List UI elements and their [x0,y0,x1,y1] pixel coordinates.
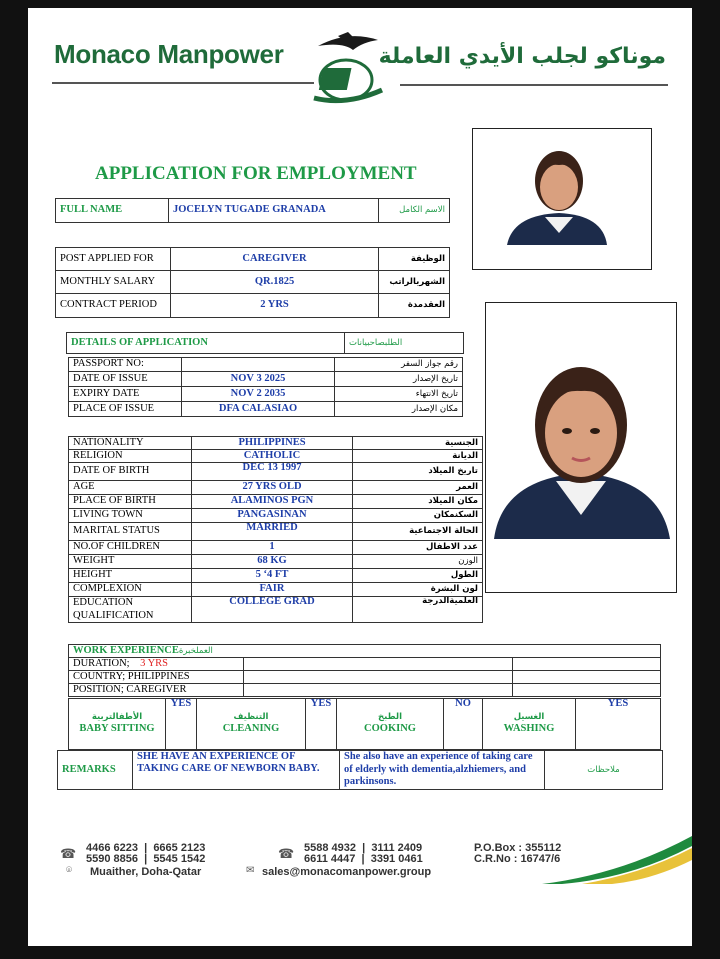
applicant-photo-small [473,129,651,269]
education-label-ar: العلميةالدرجة [353,597,483,623]
photo-large-frame [485,302,677,593]
weight-label-ar: الوزن [353,555,483,569]
marital-value: MARRIED [192,523,353,541]
skill-baby-sitting [69,699,166,750]
skill-cooking-ar: الطبخ [378,712,402,723]
pob-label-ar: مكان الميلاد [353,495,483,509]
position-cell: POSITION; CAREGIVER [69,684,244,697]
full-name-table [55,198,450,223]
pob-label: PLACE OF BIRTH [69,495,192,509]
town-label: LIVING TOWN [69,509,192,523]
work-header: WORK EXPERIENCE [73,644,179,656]
header-divider-right [400,84,668,86]
photo-small-frame [472,128,652,270]
duration-label: DURATION; [73,657,130,669]
application-form [28,8,692,946]
skill-cleaning-answer: YES [306,699,337,750]
post-label-ar: الوظيفة [379,248,450,271]
town-label-ar: السكنمكان [353,509,483,523]
application-table [68,357,463,417]
skill-cleaning [197,699,306,750]
duration-cell [69,658,244,671]
issue-date-value: NOV 3 2025 [182,372,335,387]
education-label: EDUCATION QUALIFICATION [69,597,192,623]
personal-table [68,436,483,623]
application-header: DETAILS OF APPLICATION [67,333,345,354]
children-label: NO.OF CHILDREN [69,541,192,555]
expiry-date-value: NOV 2 2035 [182,387,335,402]
dob-label: DATE OF BIRTH [69,463,192,481]
remarks-table [57,750,663,790]
skill-washing-answer: YES [576,699,661,750]
contract-label-ar: العقدمدة [379,294,450,318]
post-row [56,248,450,271]
application-header-table [66,332,464,354]
skill-baby-sitting-label: BABY SITTING [79,722,155,734]
empty-cell [513,658,661,671]
empty-cell [513,671,661,684]
passport-label-ar: رقم جواز السفر [335,358,463,372]
religion-value: CATHOLIC [192,450,353,463]
nationality-label: NATIONALITY [69,437,192,450]
phone-2a: 5590 8856 [86,853,138,865]
form-title: APPLICATION FOR EMPLOYMENT [95,163,417,184]
contract-label: CONTRACT PERIOD [56,294,171,318]
salary-label-ar: الشهريالراتب [379,271,450,294]
height-label: HEIGHT [69,569,192,583]
issue-date-label: DATE OF ISSUE [69,372,182,387]
application-header-ar: الطلبصاحبيانات [345,333,464,354]
country-cell: COUNTRY; PHILIPPINES [69,671,244,684]
phone-icon: ☎ [60,846,77,861]
post-table [55,247,450,318]
skill-cooking [337,699,444,750]
phone-1a: 4466 6223 [86,842,138,854]
remarks-text-1: SHE HAVE AN EXPERIENCE OF TAKING CARE OF NEWBORN BABY. [133,751,340,790]
full-name-label-ar: الاسم الكامل [379,199,450,223]
location-icon: ⌾ [66,865,72,876]
mobile-icon: ☎ [278,846,295,861]
children-value: 1 [192,541,353,555]
complexion-value: FAIR [192,583,353,597]
salary-label: MONTHLY SALARY [56,271,171,294]
address: Muaither, Doha-Qatar [90,866,202,878]
full-name-label: FULL NAME [56,199,169,223]
phone-1b: 6665 2123 [153,842,206,854]
place-issue-label: PLACE OF ISSUE [69,402,182,417]
remarks-label: REMARKS [58,751,133,790]
complexion-label: COMPLEXION [69,583,192,597]
phone-3b: 3111 2409 [371,842,423,854]
empty-cell [244,671,513,684]
height-value: 5 ‘4 FT [192,569,353,583]
skill-washing-label: WASHING [503,722,555,734]
religion-label: RELIGION [69,450,192,463]
skill-baby-sitting-ar: الأطفالتربية [91,712,143,723]
email-icon: ✉ [246,865,255,876]
remarks-text-2: She also have an experience of taking care of elderly with dementia,alzhiemers, and parkinsons. [340,751,545,790]
age-value: 27 YRS OLD [192,481,353,495]
table-row [69,387,463,402]
expiry-date-label: EXPIRY DATE [69,387,182,402]
expiry-date-label-ar: تاريخ الانتهاء [335,387,463,402]
issue-date-label-ar: تاريخ الإصدار [335,372,463,387]
table-row [69,671,661,684]
nationality-label-ar: الجنسية [353,437,483,450]
table-row [69,402,463,417]
phone-3a: 5588 4932 [304,842,356,854]
weight-label: WEIGHT [69,555,192,569]
table-row [69,569,483,583]
dob-value: DEC 13 1997 [192,463,353,481]
weight-value: 68 KG [192,555,353,569]
table-row [69,583,483,597]
empty-cell [513,684,661,697]
post-label: POST APPLIED FOR [56,248,171,271]
company-logo [308,28,388,104]
work-header-ar: العملخبرة [178,645,213,656]
po-box: P.O.Box : 355112 [474,842,562,854]
table-row [69,495,483,509]
remarks-label-ar: ملاحظات [545,751,663,790]
applicant-photo-large [486,303,676,592]
table-row [69,437,483,450]
work-table [68,644,661,697]
pob-value: ALAMINOS PGN [192,495,353,509]
post-row [56,294,450,318]
skill-baby-sitting-answer: YES [166,699,197,750]
passport-label: PASSPORT NO: [69,358,182,372]
phone-2b: 5545 1542 [153,853,206,865]
cr-number: C.R.No : 16747/6 [474,853,561,865]
phone-4a: 6611 4447 [304,853,356,865]
brand-name-en: Monaco Manpower [54,39,284,69]
contract-value: 2 YRS [171,294,379,318]
skill-cooking-answer: NO [444,699,483,750]
phone-line-2: 5590 8856 | 5545 1542 [86,853,206,865]
skill-washing-ar: الغسيل [513,712,545,723]
nationality-value: PHILIPPINES [192,437,353,450]
table-row [69,684,661,697]
place-issue-value: DFA CALASIAO [182,402,335,417]
post-value: CAREGIVER [171,248,379,271]
skill-cleaning-ar: التنظيف [233,712,269,723]
empty-cell [244,658,513,671]
skill-washing [483,699,576,750]
complexion-label-ar: لون البشرة [353,583,483,597]
table-row [69,658,661,671]
empty-cell [244,684,513,697]
footer [28,834,692,894]
post-row [56,271,450,294]
table-row [69,358,463,372]
dob-label-ar: تاريخ الميلاد [353,463,483,481]
salary-value: QR.1825 [171,271,379,294]
religion-label-ar: الديانة [353,450,483,463]
brand-name-ar: موناكو لجلب الأيدي العاملة [378,44,666,69]
education-value: COLLEGE GRAD [192,597,353,623]
town-value: PANGASINAN [192,509,353,523]
header-divider-left [52,82,314,84]
full-name-value: JOCELYN TUGADE GRANADA [169,199,379,223]
age-label: AGE [69,481,192,495]
table-row [69,555,483,569]
table-row [69,372,463,387]
children-label-ar: عدد الاطفال [353,541,483,555]
duration-value: 3 YRS [140,657,169,669]
skills-table [68,698,661,750]
skill-cooking-label: COOKING [364,722,416,734]
table-row [69,541,483,555]
table-row [69,463,483,481]
phone-4b: 3391 0461 [370,853,423,865]
table-row [69,481,483,495]
marital-label-ar: الحالة الاجتماعية [353,523,483,541]
marital-label: MARITAL STATUS [69,523,192,541]
phone-line-1: 4466 6223 | 6665 2123 [86,842,206,854]
passport-value [182,358,335,372]
table-row [69,523,483,541]
email: sales@monacomanpower.group [262,866,432,878]
phone-line-3: 5588 4932 | 3111 2409 [304,842,423,854]
age-label-ar: العمر [353,481,483,495]
table-row [69,509,483,523]
footer-swoosh [542,834,692,884]
table-row [69,450,483,463]
work-header-cell [69,645,661,658]
phone-line-4: 6611 4447 | 3391 0461 [304,853,423,865]
height-label-ar: الطول [353,569,483,583]
table-row [69,597,483,623]
place-issue-label-ar: مكان الإصدار [335,402,463,417]
skill-cleaning-label: CLEANING [222,722,280,734]
